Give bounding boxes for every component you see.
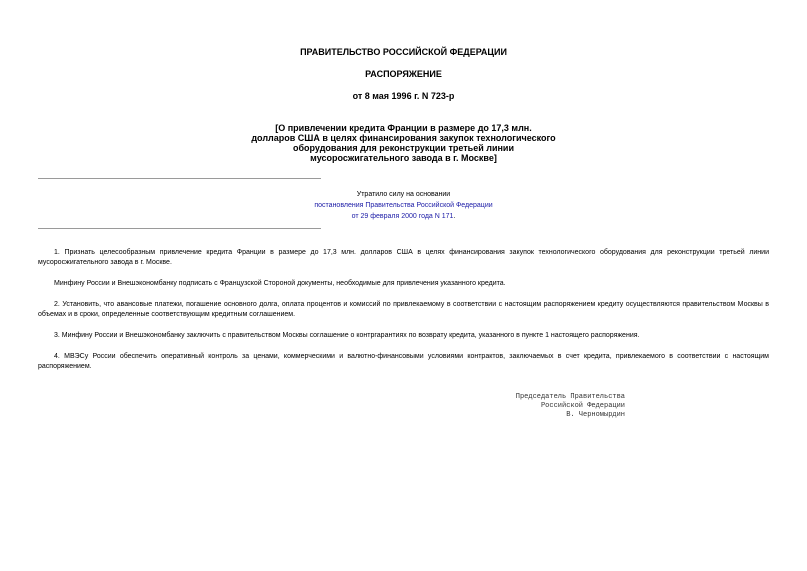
subject-line: мусоросжигательного завода в г. Москве]: [310, 153, 497, 163]
document-date-number: от 8 мая 1996 г. N 723-р: [352, 91, 455, 101]
signatory-title: Председатель Правительства: [515, 393, 625, 401]
subject-line: [О привлечении кредита Франции в размере до 17,3 млн.: [275, 123, 532, 133]
paragraph-1-note: Минфину России и Внешэкономбанку подписать с Французской Стороной документы, необходимые для привлечения указанного кредита.: [54, 280, 506, 287]
paragraph-3: 3. Минфину России и Внешэкономбанку заключить с правительством Москвы соглашение о контргарантиях по возврату кредита, указанного в пункте 1 настоящего распоряжения.: [54, 332, 640, 339]
paragraph-1: 1. Признать целесообразным привлечение кредита Франции в размере до 17,3 млн. долларов США в целях финансирования закупок технологического оборудования для реконструкции третьей линии мусоросжигательного завода в г. Москве.: [38, 249, 769, 266]
government-heading: ПРАВИТЕЛЬСТВО РОССИЙСКОЙ ФЕДЕРАЦИИ: [300, 47, 507, 57]
document-type-heading: РАСПОРЯЖЕНИЕ: [365, 69, 442, 79]
repeal-note-period: .: [453, 213, 456, 220]
signatory-title-country: Российской Федерации: [540, 402, 625, 410]
separator-bottom: [38, 228, 321, 229]
subject-line: оборудования для реконструкции третьей линии: [293, 143, 514, 153]
paragraph-2: 2. Установить, что авансовые платежи, погашение основного долга, оплата процентов и комиссий по привлекаемому в соответствии с настоящим распоряжением кредиту осуществляются правительством Москвы в объемах и в сроки, определенные соответствующим кредитным соглашением.: [38, 301, 769, 318]
signature-block: [470, 393, 625, 420]
paragraph-4: 4. МВЭСу России обеспечить оперативный контроль за ценами, коммерческими и валютно-финансовыми условиями контрактов, заключаемых в счет кредита, привлекаемого в соответствии с настоящим распоряжением.: [38, 353, 769, 370]
repeal-note-text: Утратило силу на основании: [356, 191, 451, 198]
document-subject: [200, 123, 607, 163]
separator-top: [38, 178, 321, 179]
repeal-decree-link[interactable]: постановления Правительства Российской Федерации: [314, 202, 493, 209]
signatory-name: В. Черномырдин: [566, 411, 625, 419]
document-body: [38, 248, 769, 383]
repeal-decree-date-link[interactable]: от 29 февраля 2000 года N 171: [351, 213, 454, 220]
subject-line: долларов США в целях финансирования закупок технологического: [251, 133, 556, 143]
repeal-note: [300, 189, 507, 222]
